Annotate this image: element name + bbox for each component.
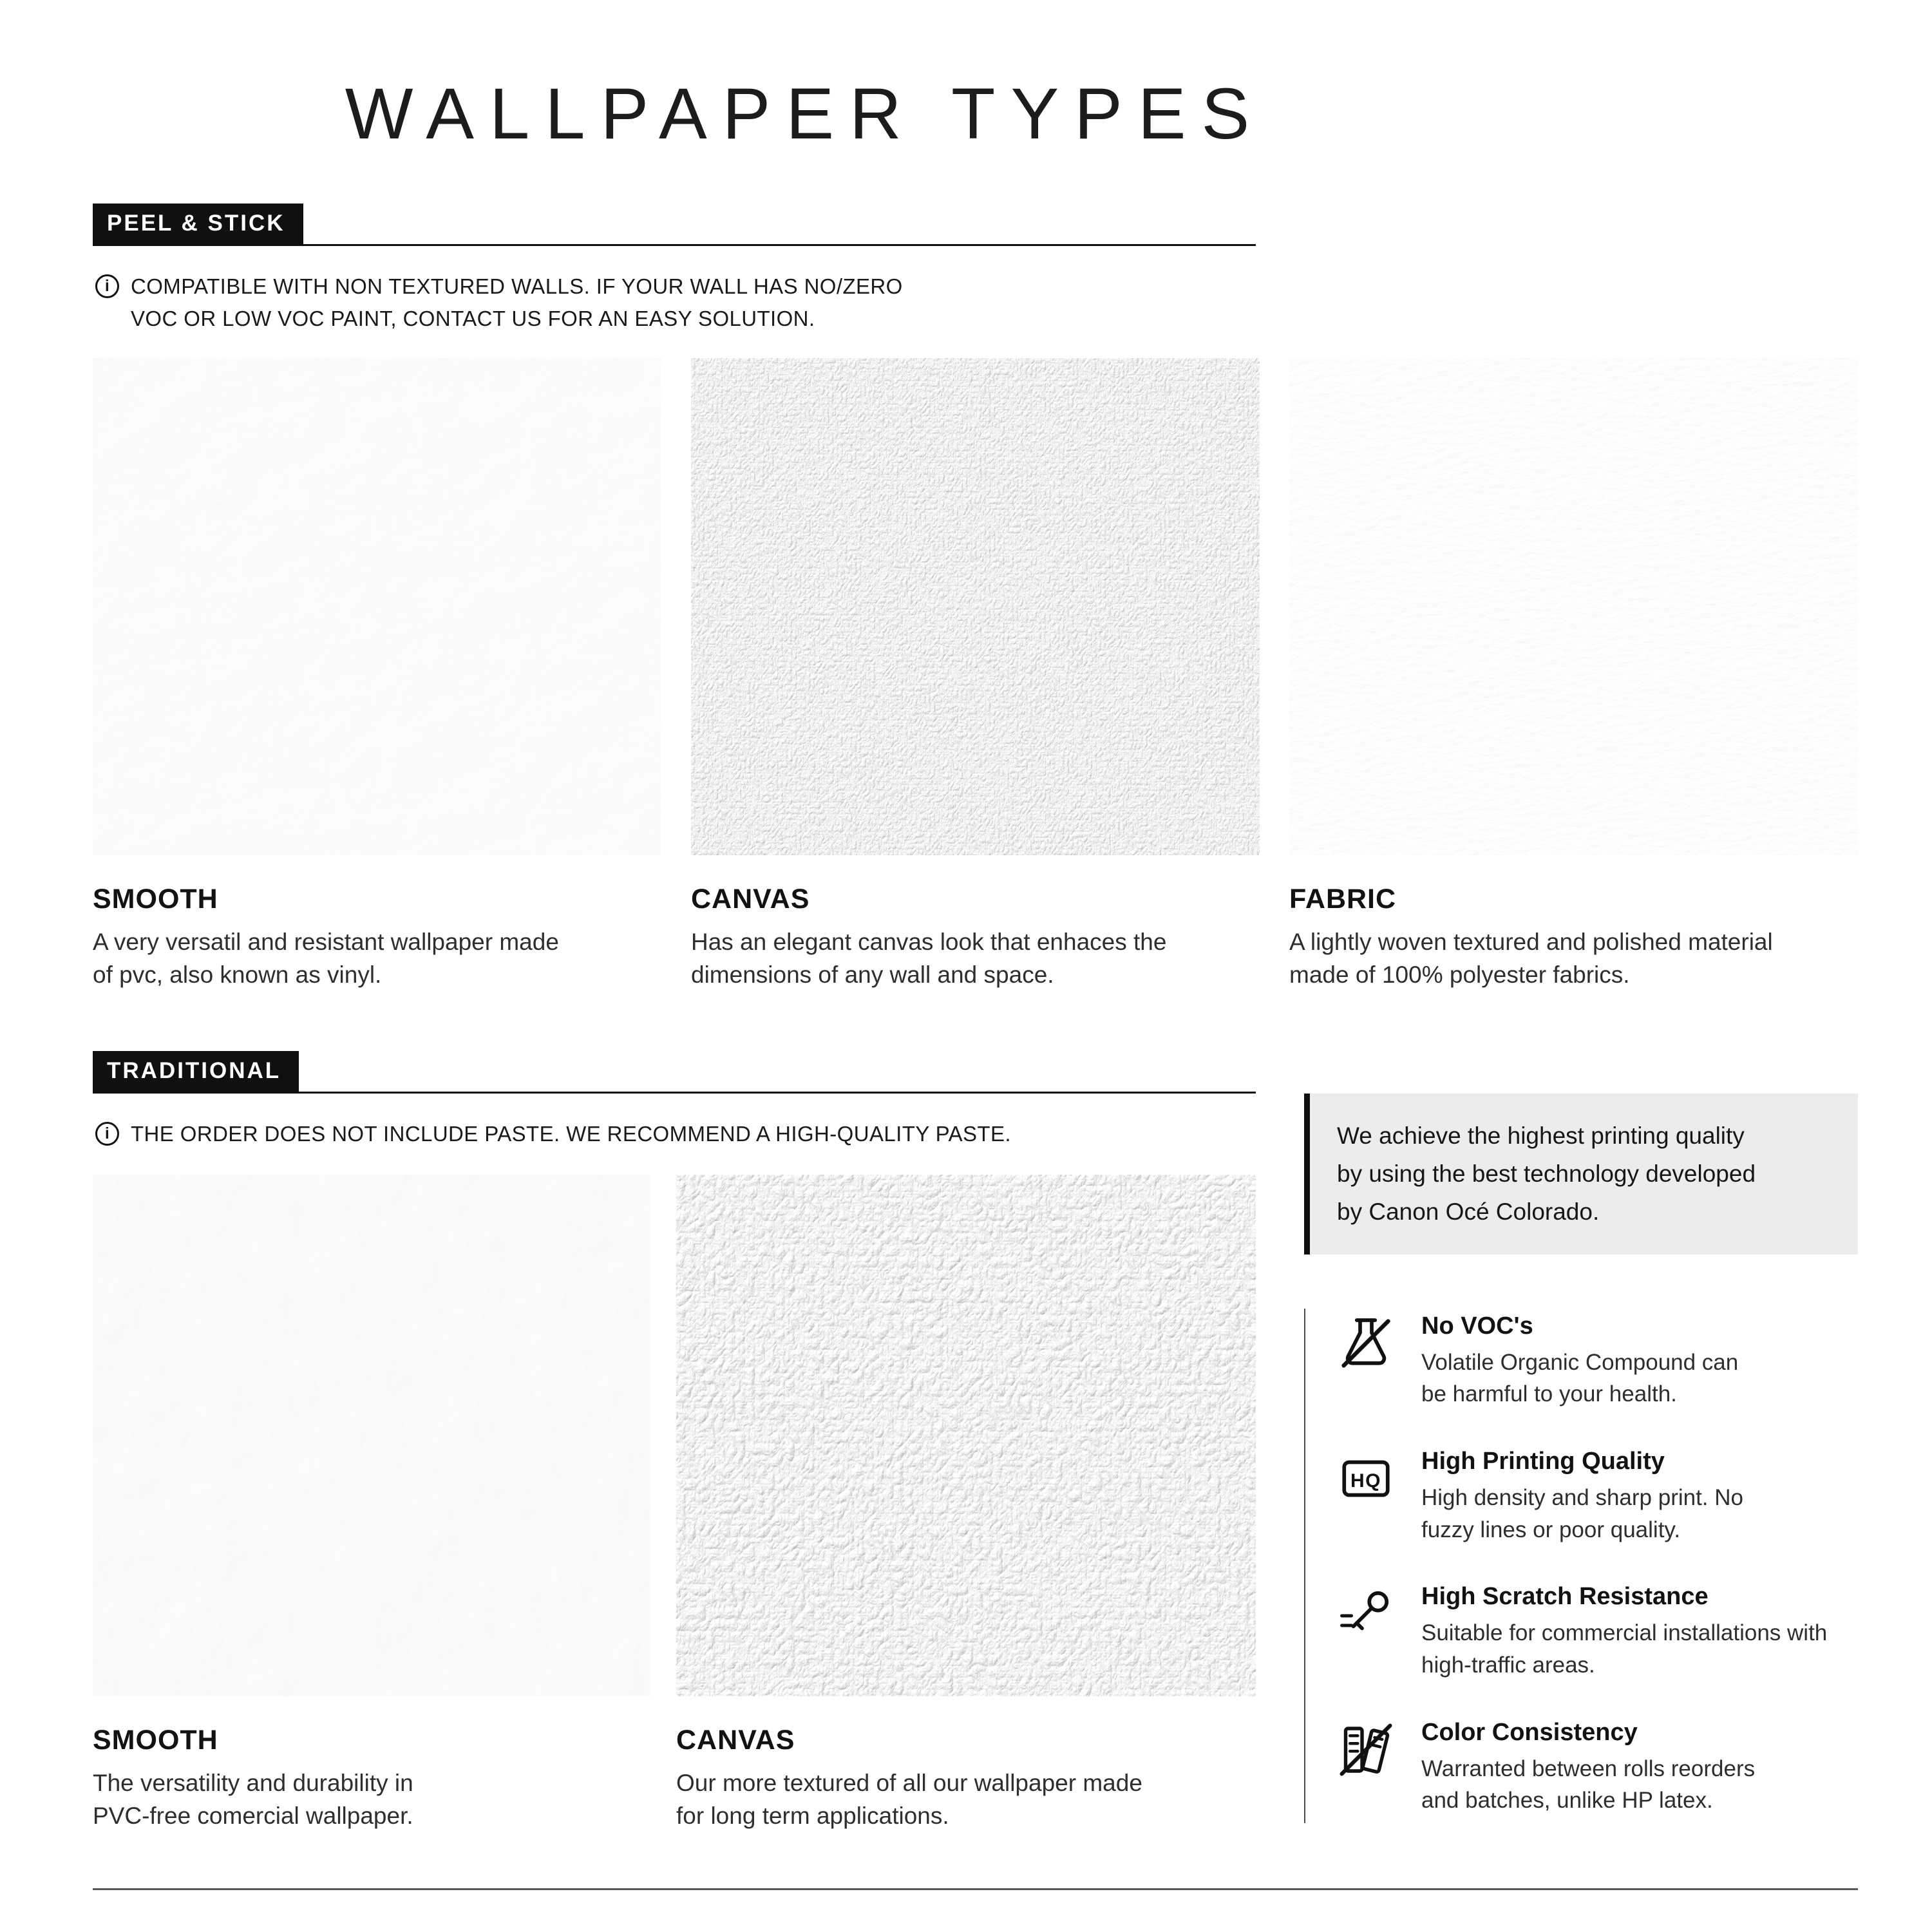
card-description: The versatility and durability in PVC-free comercial wallpaper. (93, 1770, 413, 1830)
feature-title: High Scratch Resistance (1421, 1583, 1709, 1611)
note-text (131, 270, 903, 334)
note-text (131, 1118, 1011, 1150)
peel-stick-cards (93, 358, 1858, 991)
card-description: A lightly woven textured and polished material made of 100% polyester fabrics. (1289, 929, 1773, 989)
title-area (0, 72, 1610, 155)
note-line: VOC OR LOW VOC PAINT, CONTACT US FOR AN EASY SOLUTION. (131, 306, 815, 330)
color-swatch-icon (1335, 1719, 1397, 1781)
section-header-traditional (93, 1051, 1256, 1094)
feature-high-printing-quality (1335, 1448, 1858, 1546)
traditional-cards (93, 1175, 1256, 1832)
quality-note-box: We achieve the highest printing quality by using the best technology developed by Canon Océ Colorado. (1304, 1094, 1858, 1255)
traditional-note (95, 1118, 1011, 1150)
note-line: THE ORDER DOES NOT INCLUDE PASTE. WE RECOMMEND A HIGH-QUALITY PASTE. (131, 1122, 1011, 1146)
note-line: COMPATIBLE WITH NON TEXTURED WALLS. IF YOUR WALL HAS NO/ZERO (131, 274, 903, 298)
feature-description: Suitable for commercial installations with high-traffic areas. (1421, 1620, 1828, 1678)
feature-title: High Printing Quality (1421, 1447, 1665, 1475)
card-peel-fabric (1289, 358, 1858, 991)
hq-icon (1335, 1448, 1397, 1510)
card-peel-smooth (93, 358, 661, 991)
card-traditional-canvas (676, 1175, 1256, 1832)
no-voc-icon (1335, 1312, 1397, 1374)
texture-swatch-canvas (691, 358, 1260, 855)
feature-no-vocs (1335, 1312, 1858, 1410)
card-description: Our more textured of all our wallpaper made for long term applications. (676, 1770, 1142, 1830)
peel-stick-badge: PEEL & STICK (93, 204, 303, 244)
feature-high-scratch-resistance (1335, 1583, 1858, 1681)
card-peel-canvas (691, 358, 1260, 991)
page-title: WALLPAPER TYPES (345, 73, 1265, 154)
feature-description: Volatile Organic Compound can be harmful to your health. (1421, 1349, 1739, 1407)
key-scratch-icon (1335, 1583, 1397, 1645)
card-title: SMOOTH (93, 1725, 218, 1756)
feature-title: No VOC's (1421, 1312, 1533, 1340)
feature-list (1304, 1309, 1858, 1824)
feature-text (1421, 1583, 1846, 1681)
texture-swatch-smooth (93, 1175, 650, 1696)
card-title: CANVAS (691, 884, 810, 914)
texture-swatch-fabric (1289, 358, 1858, 855)
texture-swatch-canvas (676, 1175, 1256, 1696)
feature-color-consistency (1335, 1719, 1858, 1817)
card-title: SMOOTH (93, 884, 218, 914)
card-traditional-smooth (93, 1175, 650, 1832)
feature-text (1421, 1312, 1750, 1410)
right-column (1304, 1094, 1858, 1823)
feature-text (1421, 1448, 1774, 1546)
feature-title: Color Consistency (1421, 1718, 1638, 1746)
card-title: FABRIC (1289, 884, 1397, 914)
info-icon: i (95, 274, 119, 298)
section-header-peel-stick (93, 204, 1256, 246)
info-icon: i (95, 1122, 119, 1146)
traditional-badge: TRADITIONAL (93, 1051, 299, 1092)
card-description: Has an elegant canvas look that enhaces the dimensions of any wall and space. (691, 929, 1167, 989)
card-title: CANVAS (676, 1725, 795, 1756)
feature-description: Warranted between rolls reorders and batches, unlike HP latex. (1421, 1756, 1756, 1814)
peel-stick-note (95, 270, 903, 334)
hq-icon-label: HQ (1350, 1470, 1381, 1492)
bottom-divider (93, 1888, 1858, 1890)
feature-text (1421, 1719, 1795, 1817)
texture-swatch-smooth (93, 358, 661, 855)
card-description: A very versatil and resistant wallpaper made of pvc, also known as vinyl. (93, 929, 559, 989)
feature-description: High density and sharp print. No fuzzy lines or poor quality. (1421, 1484, 1743, 1542)
